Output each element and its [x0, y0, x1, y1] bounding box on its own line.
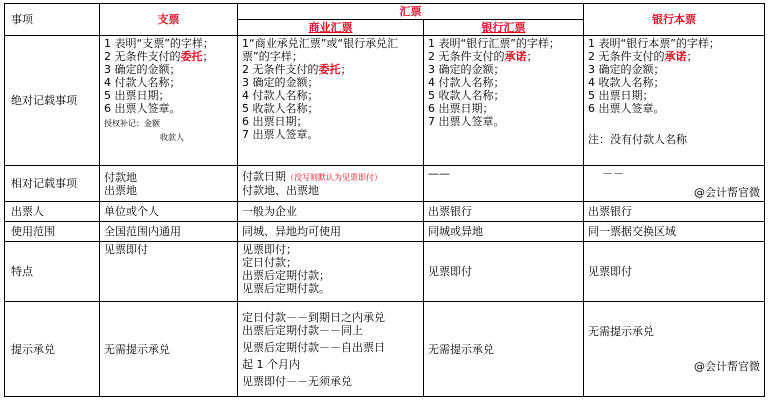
- drawer-commercial-cell: 一般为企业: [238, 202, 424, 222]
- list-item: 1 表明“银行本票”的字样；: [588, 37, 720, 50]
- list-item: 6 出票日期；: [428, 102, 494, 115]
- row-label-drawer: 出票人: [5, 202, 100, 222]
- feature-commercial-cell: [238, 242, 424, 302]
- list-item: 定日付款；: [242, 256, 297, 269]
- list-item: 7 出票人签章。: [242, 128, 319, 141]
- header-draft-group: 汇票: [238, 4, 584, 20]
- row-label-scope: 使用范围: [5, 222, 100, 242]
- list-item: 1 表明“银行汇票”的字样；: [428, 37, 560, 50]
- list-item: 6 出票日期；: [242, 115, 308, 128]
- scope-check-cell: 全国范围内通用: [100, 222, 238, 242]
- header-cashier-check: 银行本票: [584, 4, 765, 36]
- list-item: 5 出票日期；: [104, 89, 170, 102]
- absolute-cashier-cell: [584, 36, 765, 166]
- list-item: 1“商业承兑汇票”或“银行承兑汇: [242, 37, 399, 50]
- scope-commercial-cell: 同城、异地均可使用: [238, 222, 424, 242]
- drawer-bank-draft-cell: 出票银行: [424, 202, 584, 222]
- feature-bank-draft-cell: 见票即付: [424, 242, 584, 302]
- absolute-check-cell: [100, 36, 238, 166]
- list-item: 7 出票人签章。: [428, 115, 505, 128]
- watermark-text: @会计帮官微: [694, 360, 760, 373]
- list-item: 2 无条件支付的承诺；: [428, 50, 538, 63]
- present-check-cell: 无需提示承兑: [100, 302, 238, 397]
- list-item: 4 付款人名称；: [242, 89, 319, 102]
- list-item: 出票后定期付款；: [242, 269, 330, 282]
- present-bank-draft-cell: 无需提示承兑: [424, 302, 584, 397]
- scope-cashier-cell: 同一票据交换区域: [584, 222, 765, 242]
- list-item: 4 收款人名称；: [588, 76, 665, 89]
- list-item: 2 无条件支付的承诺；: [588, 50, 698, 63]
- present-commercial-cell: [238, 302, 424, 397]
- list-item: 3 确定的金额；: [242, 76, 319, 89]
- list-item: 3 确定的金额；: [104, 63, 181, 76]
- list-item: 6 出票人签章。: [104, 102, 181, 115]
- list-item: 5 出票日期；: [588, 89, 654, 102]
- relative-bank-draft-cell: ——: [424, 166, 584, 202]
- absolute-commercial-cell: [238, 36, 424, 166]
- relative-commercial-cell: [238, 166, 424, 202]
- relative-cashier-cell: [584, 166, 765, 202]
- list-item: 付款日期（没写则默认为见票即付）: [242, 170, 382, 183]
- list-item: 付款地、出票地: [242, 184, 319, 197]
- authorization-note: 授权补记：金额: [104, 119, 160, 128]
- drawer-cashier-cell: 出票银行: [584, 202, 765, 222]
- list-item: 票”的字样；: [242, 50, 303, 63]
- list-item: 6 出票人签章。: [588, 102, 665, 115]
- list-item: 1 表明“支票”的字样；: [104, 37, 214, 50]
- bill-comparison-table: [4, 3, 765, 397]
- cashier-note: 注：没有付款人名称: [588, 133, 687, 146]
- list-item: 见票即付；: [242, 243, 297, 256]
- list-item: 见票后定期付款。: [242, 282, 330, 295]
- list-item: 4 付款人名称；: [428, 76, 505, 89]
- feature-check-cell: 见票即付: [100, 242, 238, 302]
- list-item: 定日付款－－到期日之内承兑: [242, 310, 385, 324]
- drawer-check-cell: 单位或个人: [100, 202, 238, 222]
- list-item: 3 确定的金额；: [588, 63, 665, 76]
- watermark-text: @会计帮官微: [694, 186, 760, 199]
- relative-check-cell: [100, 166, 238, 202]
- authorization-note-payee: 收款人: [160, 133, 184, 142]
- list-item: 出票后定期付款－－同上: [242, 323, 363, 337]
- list-item: 2 无条件支付的委托；: [104, 50, 214, 63]
- absolute-bank-draft-cell: [424, 36, 584, 166]
- list-item: 出票地: [104, 183, 137, 197]
- header-commercial-draft: 商业汇票: [238, 20, 424, 36]
- scope-bank-draft-cell: 同城或异地: [424, 222, 584, 242]
- present-cashier-text: 无需提示承兑: [588, 325, 654, 338]
- list-item: 付款地: [104, 170, 137, 184]
- row-label-relative: 相对记载事项: [5, 166, 100, 202]
- list-item: 5 收款人名称；: [428, 89, 505, 102]
- header-check: 支票: [100, 4, 238, 36]
- list-item: 起 1 个月内: [242, 357, 300, 371]
- list-item: 3 确定的金额；: [428, 63, 505, 76]
- row-label-present: 提示承兑: [5, 302, 100, 397]
- list-item: 见票后定期付款－－自出票日: [242, 340, 385, 354]
- list-item: 2 无条件支付的委托；: [242, 63, 352, 76]
- header-item: 事项: [5, 4, 100, 36]
- row-label-feature: 特点: [5, 242, 100, 302]
- header-bank-draft: 银行汇票: [424, 20, 584, 36]
- list-item: 见票即付－－无须承兑: [242, 374, 352, 388]
- cashier-dash: －－: [602, 167, 624, 180]
- feature-cashier-cell: 见票即付: [584, 242, 765, 302]
- present-cashier-cell: [584, 302, 765, 397]
- list-item: 4 付款人名称；: [104, 76, 181, 89]
- list-item: 5 收款人名称；: [242, 102, 319, 115]
- row-label-absolute: 绝对记载事项: [5, 36, 100, 166]
